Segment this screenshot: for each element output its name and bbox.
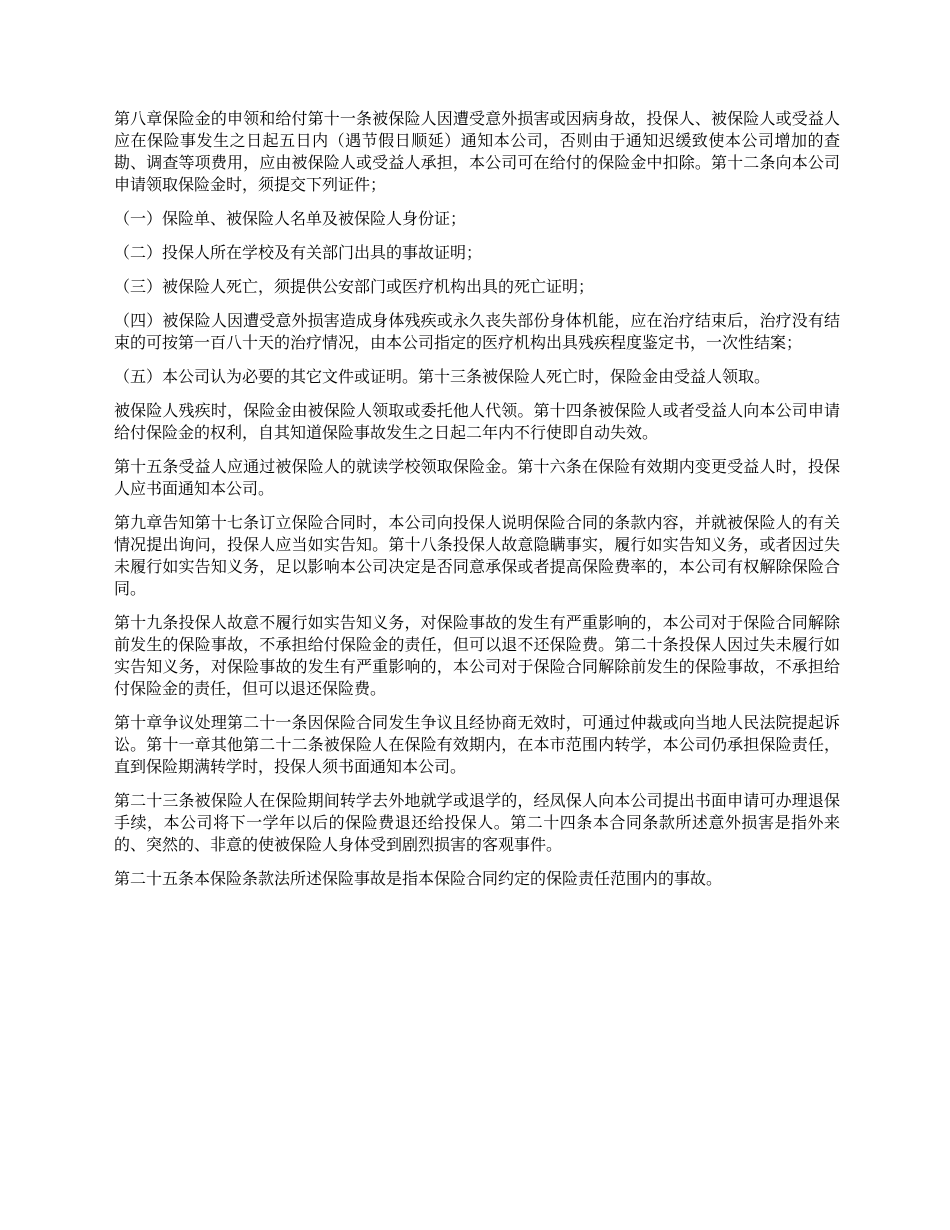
paragraph-article-25: 第二十五条本保险条款法所述保险事故是指本保险合同约定的保险责任范围内的事故。 (114, 869, 723, 888)
paragraph-item-4: （四）被保险人因遭受意外损害造成身体残疾或永久丧失部份身体机能，应在治疗结束后，治疗没有结束的可按第一百八十天的治疗情况，由本公司指定的医疗机构出具残疾程度鉴定书，一次性结案； (114, 311, 840, 352)
paragraph-article-19: 第十九条投保人故意不履行如实告知义务，对保险事故的发生有严重影响的，本公司对于保险合同解除前发生的保险事故，不承担给付保险金的责任，但可以退不还保险费。第二十条投保人因过失未履行如实告知义务，对保险事故的发生有严重影响的，本公司对于保险合同解除前发生的保险事故，不承担给付保险金的责任，但可以退还保险费。 (114, 613, 840, 698)
paragraph-chapter-8: 第八章保险金的申领和给付第十一条被保险人因遭受意外损害或因病身故，投保人、被保险人或受益人应在保险事发生之日起五日内（遇节假日顺延）通知本公司，否则由于通知迟缓致使本公司增加的查勘、调查等项费用，应由被保险人或受益人承担，本公司可在给付的保险金中扣除。第十二条向本公司申请领取保险金时，须提交下列证件； (114, 109, 840, 194)
paragraph-chapter-9: 第九章告知第十七条订立保险合同时，本公司向投保人说明保险合同的条款内容，并就被保险人的有关情况提出询问，投保人应当如实告知。第十八条投保人故意隐瞒事实，履行如实告知义务，或者因过失未履行如实告知义务，足以影响本公司决定是否同意承保或者提高保险费率的，本公司有权解除保险合同。 (114, 513, 840, 598)
document-body (114, 108, 840, 902)
paragraph-chapter-10: 第十章争议处理第二十一条因保险合同发生争议且经协商无效时，可通过仲裁或向当地人民法院提起诉讼。第十一章其他第二十二条被保险人在保险有效期内，在本市范围内转学，本公司仍承担保险责任，直到保险期满转学时，投保人须书面通知本公司。 (114, 713, 840, 776)
paragraph-item-1: （一）保险单、被保险人名单及被保险人身份证； (114, 209, 467, 228)
paragraph-article-15: 第十五条受益人应通过被保险人的就读学校领取保险金。第十六条在保险有效期内变更受益人时，投保人应书面通知本公司。 (114, 457, 840, 498)
paragraph-article-23: 第二十三条被保险人在保险期间转学去外地就学或退学的，经凤保人向本公司提出书面申请可办理退保手续，本公司将下一学年以后的保险费退还给投保人。第二十四条本合同条款所述意外损害是指外来的、突然的、非意的使被保险人身体受到剧烈损害的客观事件。 (114, 791, 840, 854)
paragraph-article-14: 被保险人残疾时，保险金由被保险人领取或委托他人代领。第十四条被保险人或者受益人向本公司申请给付保险金的权利，自其知道保险事故发生之日起二年内不行使即自动失效。 (114, 401, 840, 442)
paragraph-item-2: （二）投保人所在学校及有关部门出具的事故证明； (114, 243, 483, 262)
paragraph-item-5: （五）本公司认为必要的其它文件或证明。第十三条被保险人死亡时，保险金由受益人领取。 (114, 367, 771, 386)
paragraph-item-3: （三）被保险人死亡，须提供公安部门或医疗机构出具的死亡证明； (114, 277, 595, 296)
